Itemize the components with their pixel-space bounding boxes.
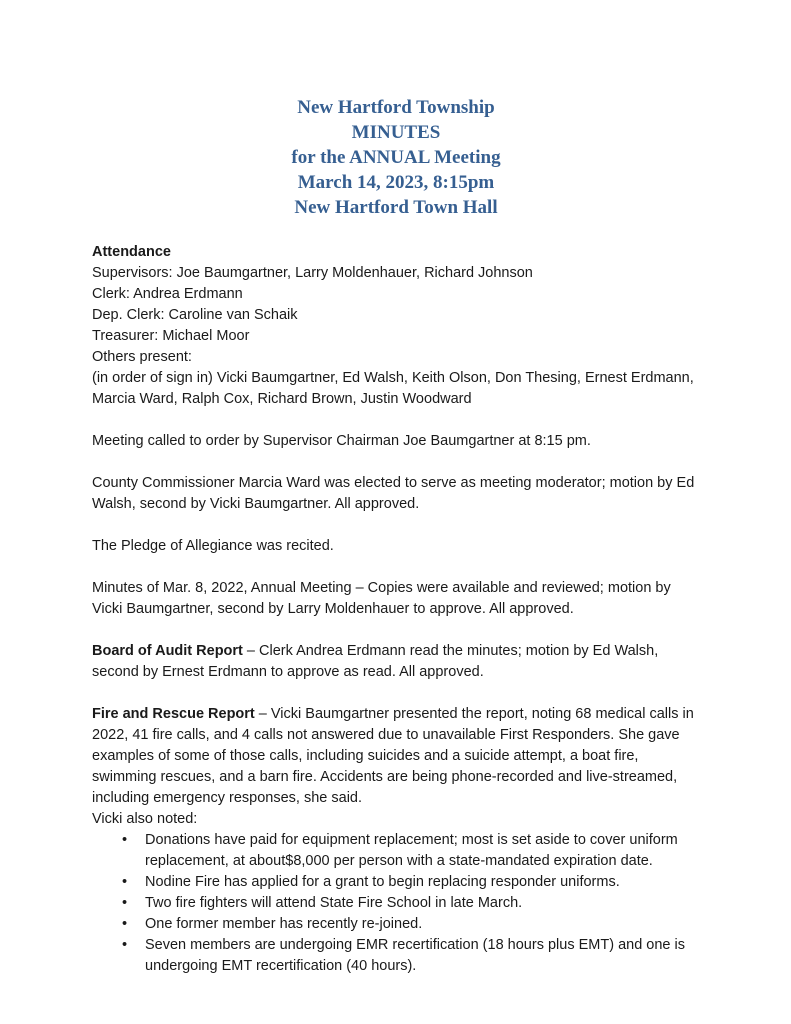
fire-note-intro: Vicki also noted: bbox=[92, 811, 198, 827]
attendance-line-dep-clerk: Dep. Clerk: Caroline van Schaik bbox=[92, 307, 298, 323]
document-body bbox=[92, 242, 700, 977]
bullet-item-donations: • Donations have paid for equipment replacement; most is set aside to cover uniform replacement, at about$8,000 per person with a state-mandated expiration date. bbox=[92, 830, 700, 872]
paragraph-text: Meeting called to order by Supervisor Chairman Joe Baumgartner at 8:15 pm. bbox=[92, 433, 591, 449]
paragraph-board-of-audit-report bbox=[92, 641, 700, 683]
paragraph-text: County Commissioner Marcia Ward was elected to serve as meeting moderator; motion by Ed Walsh, second by Vicki Baumgartner. All approved. bbox=[92, 475, 695, 512]
title-line-township: New Hartford Township bbox=[297, 97, 495, 118]
paragraph-moderator-election bbox=[92, 473, 700, 515]
paragraph-text: Minutes of Mar. 8, 2022, Annual Meeting – Copies were available and reviewed; motion by Vicki Baumgartner, second by Larry Moldenhauer to approve. All approved. bbox=[92, 580, 671, 617]
attendance-line-sign-in-order: (in order of sign in) Vicki Baumgartner, Ed Walsh, Keith Olson, Don Thesing, Ernest Erdmann, Marcia Ward, Ralph Cox, Richard Brown, Justin Woodward bbox=[92, 370, 694, 407]
paragraph-call-to-order bbox=[92, 431, 700, 452]
paragraph-text: – Vicki Baumgartner presented the report, noting 68 medical calls in 2022, 41 fire calls, and 4 calls not answered due to unavailable First Responders. She gave examples of some of those calls, including suicides and a suicide attempt, a boat fire, swimming rescues, and a barn fire. Accidents are being phone-recorded and live-streamed, including emergency responses, she said. bbox=[92, 706, 694, 806]
bullet-item-recertification: • Seven members are undergoing EMR recertification (18 hours plus EMT) and one is undergoing EMT recertification (40 hours). bbox=[92, 935, 700, 977]
bullet-item-nodine-grant: • Nodine Fire has applied for a grant to begin replacing responder uniforms. bbox=[92, 872, 700, 893]
document-title bbox=[92, 95, 700, 220]
title-line-location: New Hartford Town Hall bbox=[294, 197, 498, 218]
attendance-heading: Attendance bbox=[92, 244, 171, 260]
attendance-line-supervisors: Supervisors: Joe Baumgartner, Larry Moldenhauer, Richard Johnson bbox=[92, 265, 533, 281]
paragraph-prior-minutes bbox=[92, 578, 700, 620]
attendance-section bbox=[92, 242, 700, 410]
bullet-item-fire-school: • Two fire fighters will attend State Fire School in late March. bbox=[92, 893, 700, 914]
attendance-line-clerk: Clerk: Andrea Erdmann bbox=[92, 286, 243, 302]
bullet-item-member-rejoined: • One former member has recently re-joined. bbox=[92, 914, 700, 935]
paragraph-text: The Pledge of Allegiance was recited. bbox=[92, 538, 334, 554]
paragraph-pledge bbox=[92, 536, 700, 557]
title-line-date-time: March 14, 2023, 8:15pm bbox=[297, 172, 495, 193]
paragraph-lead-in-bold: Board of Audit Report bbox=[92, 643, 243, 659]
fire-bullet-list bbox=[92, 830, 700, 977]
title-line-minutes: MINUTES bbox=[351, 122, 441, 143]
paragraph-fire-and-rescue-report bbox=[92, 704, 700, 809]
paragraph-lead-in-bold: Fire and Rescue Report bbox=[92, 706, 255, 722]
attendance-line-others-present: Others present: bbox=[92, 349, 192, 365]
attendance-line-treasurer: Treasurer: Michael Moor bbox=[92, 328, 250, 344]
paragraph-text: – Clerk Andrea Erdmann read the minutes; motion by Ed Walsh, second by Ernest Erdmann to approve as read. All approved. bbox=[92, 643, 659, 680]
title-line-meeting-type: for the ANNUAL Meeting bbox=[291, 147, 501, 168]
